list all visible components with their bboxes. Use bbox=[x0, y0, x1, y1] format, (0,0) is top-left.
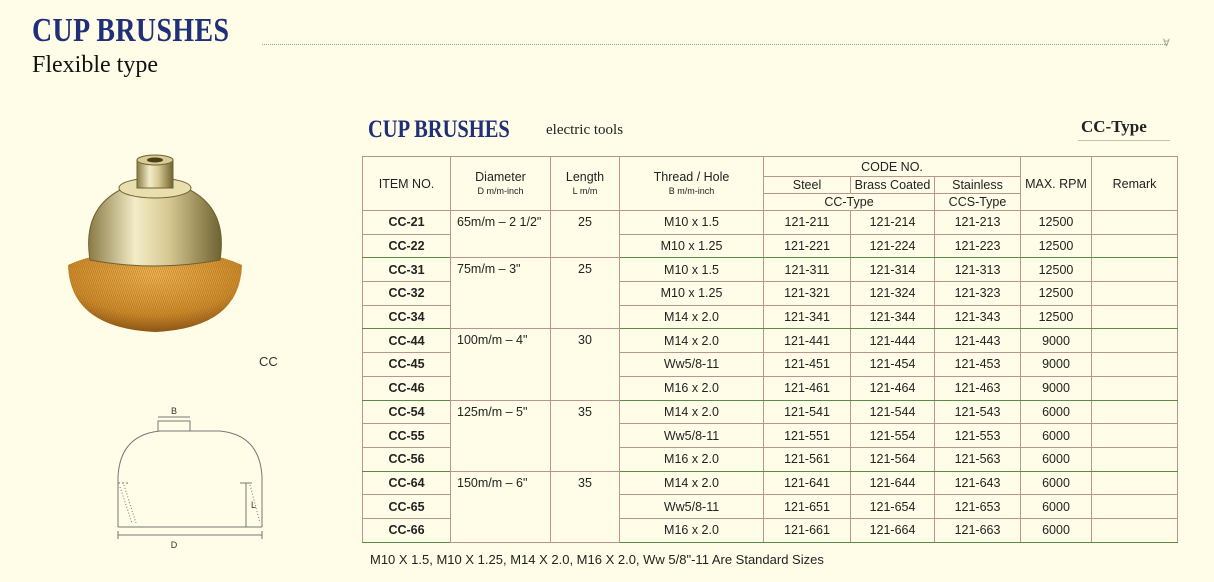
length-cell: 25 bbox=[551, 211, 620, 258]
header-code-no: CODE NO. bbox=[764, 157, 1021, 177]
stainless-code-cell: 121-543 bbox=[935, 400, 1021, 424]
max-rpm-cell: 12500 bbox=[1021, 282, 1092, 306]
stainless-code-cell: 121-313 bbox=[935, 258, 1021, 282]
max-rpm-cell: 6000 bbox=[1021, 400, 1092, 424]
table-row bbox=[363, 400, 1178, 424]
item-no-cell: CC-54 bbox=[363, 400, 451, 424]
remark-cell bbox=[1092, 305, 1178, 329]
dimension-diagram bbox=[110, 405, 270, 550]
item-no-cell: CC-65 bbox=[363, 495, 451, 519]
header-remark: Remark bbox=[1092, 157, 1178, 211]
item-no-cell: CC-31 bbox=[363, 258, 451, 282]
page-title: CUP BRUSHES bbox=[32, 12, 230, 49]
header-diameter bbox=[451, 157, 551, 211]
max-rpm-cell: 9000 bbox=[1021, 376, 1092, 400]
thread-cell: M10 x 1.25 bbox=[620, 234, 764, 258]
max-rpm-cell: 12500 bbox=[1021, 258, 1092, 282]
thread-cell: M14 x 2.0 bbox=[620, 400, 764, 424]
table-body bbox=[363, 211, 1178, 543]
brass-code-cell: 121-344 bbox=[851, 305, 935, 329]
length-cell: 25 bbox=[551, 258, 620, 329]
max-rpm-cell: 6000 bbox=[1021, 518, 1092, 542]
thread-cell: M10 x 1.5 bbox=[620, 211, 764, 235]
header-length bbox=[551, 157, 620, 211]
max-rpm-cell: 12500 bbox=[1021, 234, 1092, 258]
item-no-cell: CC-22 bbox=[363, 234, 451, 258]
divider-end-mark: ∀ bbox=[1163, 38, 1170, 49]
remark-cell bbox=[1092, 234, 1178, 258]
brass-code-cell: 121-664 bbox=[851, 518, 935, 542]
remark-cell bbox=[1092, 282, 1178, 306]
brass-code-cell: 121-454 bbox=[851, 353, 935, 377]
item-no-cell: CC-46 bbox=[363, 376, 451, 400]
diagram-label-b: B bbox=[170, 406, 178, 416]
brass-code-cell: 121-324 bbox=[851, 282, 935, 306]
header-cc-type: CC-Type bbox=[764, 194, 935, 211]
table-row bbox=[363, 471, 1178, 495]
header-thread bbox=[620, 157, 764, 211]
brass-code-cell: 121-654 bbox=[851, 495, 935, 519]
stainless-code-cell: 121-463 bbox=[935, 376, 1021, 400]
steel-code-cell: 121-341 bbox=[764, 305, 851, 329]
item-no-cell: CC-56 bbox=[363, 447, 451, 471]
remark-cell bbox=[1092, 329, 1178, 353]
header-item-no: ITEM NO. bbox=[363, 157, 451, 211]
stainless-code-cell: 121-213 bbox=[935, 211, 1021, 235]
length-cell: 35 bbox=[551, 471, 620, 542]
remark-cell bbox=[1092, 424, 1178, 448]
thread-cell: M10 x 1.25 bbox=[620, 282, 764, 306]
type-label: CC-Type bbox=[1081, 117, 1147, 136]
table-row bbox=[363, 329, 1178, 353]
header-thread-label: Thread / Hole bbox=[653, 169, 730, 184]
max-rpm-cell: 12500 bbox=[1021, 211, 1092, 235]
title-divider bbox=[262, 44, 1167, 45]
cup-brush-photo bbox=[60, 150, 250, 350]
diagram-label-l: L bbox=[251, 500, 257, 510]
remark-cell bbox=[1092, 447, 1178, 471]
thread-cell: Ww5/8-11 bbox=[620, 424, 764, 448]
header-diameter-unit: D m/m-inch bbox=[477, 185, 524, 196]
remark-cell bbox=[1092, 211, 1178, 235]
stainless-code-cell: 121-663 bbox=[935, 518, 1021, 542]
stainless-code-cell: 121-653 bbox=[935, 495, 1021, 519]
item-no-cell: CC-64 bbox=[363, 471, 451, 495]
max-rpm-cell: 12500 bbox=[1021, 305, 1092, 329]
steel-code-cell: 121-641 bbox=[764, 471, 851, 495]
page-subtitle: Flexible type bbox=[32, 52, 158, 78]
steel-code-cell: 121-311 bbox=[764, 258, 851, 282]
thread-cell: M14 x 2.0 bbox=[620, 329, 764, 353]
photo-label: CC bbox=[259, 354, 278, 369]
brass-code-cell: 121-644 bbox=[851, 471, 935, 495]
stainless-code-cell: 121-563 bbox=[935, 447, 1021, 471]
diameter-cell: 125m/m – 5" bbox=[451, 400, 551, 471]
steel-code-cell: 121-551 bbox=[764, 424, 851, 448]
remark-cell bbox=[1092, 400, 1178, 424]
thread-cell: M10 x 1.5 bbox=[620, 258, 764, 282]
remark-cell bbox=[1092, 258, 1178, 282]
thread-cell: Ww5/8-11 bbox=[620, 495, 764, 519]
section-title: CUP BRUSHES bbox=[368, 116, 510, 143]
thread-cell: M16 x 2.0 bbox=[620, 518, 764, 542]
brass-code-cell: 121-544 bbox=[851, 400, 935, 424]
max-rpm-cell: 9000 bbox=[1021, 353, 1092, 377]
stainless-code-cell: 121-323 bbox=[935, 282, 1021, 306]
item-no-cell: CC-44 bbox=[363, 329, 451, 353]
steel-code-cell: 121-541 bbox=[764, 400, 851, 424]
max-rpm-cell: 6000 bbox=[1021, 471, 1092, 495]
steel-code-cell: 121-221 bbox=[764, 234, 851, 258]
item-no-cell: CC-55 bbox=[363, 424, 451, 448]
length-cell: 35 bbox=[551, 400, 620, 471]
thread-cell: M14 x 2.0 bbox=[620, 471, 764, 495]
remark-cell bbox=[1092, 471, 1178, 495]
cup-brush-spec-table bbox=[362, 156, 1178, 543]
brass-code-cell: 121-464 bbox=[851, 376, 935, 400]
footnote: M10 X 1.5, M10 X 1.25, M14 X 2.0, M16 X 2.0, Ww 5/8"-11 Are Standard Sizes bbox=[370, 552, 824, 567]
length-cell: 30 bbox=[551, 329, 620, 400]
max-rpm-cell: 6000 bbox=[1021, 447, 1092, 471]
item-no-cell: CC-45 bbox=[363, 353, 451, 377]
max-rpm-cell: 6000 bbox=[1021, 424, 1092, 448]
stainless-code-cell: 121-453 bbox=[935, 353, 1021, 377]
brass-code-cell: 121-214 bbox=[851, 211, 935, 235]
stainless-code-cell: 121-223 bbox=[935, 234, 1021, 258]
max-rpm-cell: 9000 bbox=[1021, 329, 1092, 353]
max-rpm-cell: 6000 bbox=[1021, 495, 1092, 519]
diameter-cell: 150m/m – 6" bbox=[451, 471, 551, 542]
item-no-cell: CC-34 bbox=[363, 305, 451, 329]
remark-cell bbox=[1092, 518, 1178, 542]
table-row bbox=[363, 211, 1178, 235]
diagram-label-d: D bbox=[170, 540, 178, 550]
type-label-underline bbox=[1078, 140, 1170, 141]
header-max-rpm: MAX. RPM bbox=[1021, 157, 1092, 211]
header-length-label: Length bbox=[565, 169, 605, 184]
header-diameter-label: Diameter bbox=[475, 169, 526, 184]
thread-cell: Ww5/8-11 bbox=[620, 353, 764, 377]
item-no-cell: CC-32 bbox=[363, 282, 451, 306]
steel-code-cell: 121-321 bbox=[764, 282, 851, 306]
header-steel: Steel bbox=[764, 177, 851, 194]
steel-code-cell: 121-441 bbox=[764, 329, 851, 353]
brass-code-cell: 121-444 bbox=[851, 329, 935, 353]
brass-code-cell: 121-224 bbox=[851, 234, 935, 258]
steel-code-cell: 121-451 bbox=[764, 353, 851, 377]
steel-code-cell: 121-661 bbox=[764, 518, 851, 542]
stainless-code-cell: 121-643 bbox=[935, 471, 1021, 495]
brass-code-cell: 121-554 bbox=[851, 424, 935, 448]
item-no-cell: CC-66 bbox=[363, 518, 451, 542]
header-brass: Brass Coated bbox=[851, 177, 935, 194]
steel-code-cell: 121-461 bbox=[764, 376, 851, 400]
stainless-code-cell: 121-553 bbox=[935, 424, 1021, 448]
header-length-unit: L m/m bbox=[572, 185, 598, 196]
remark-cell bbox=[1092, 376, 1178, 400]
thread-cell: M16 x 2.0 bbox=[620, 376, 764, 400]
stainless-code-cell: 121-443 bbox=[935, 329, 1021, 353]
section-subtitle: electric tools bbox=[546, 122, 624, 138]
brass-code-cell: 121-314 bbox=[851, 258, 935, 282]
header-ccs-type: CCS-Type bbox=[935, 194, 1021, 211]
diameter-cell: 75m/m – 3" bbox=[451, 258, 551, 329]
remark-cell bbox=[1092, 353, 1178, 377]
steel-code-cell: 121-651 bbox=[764, 495, 851, 519]
thread-cell: M16 x 2.0 bbox=[620, 447, 764, 471]
steel-code-cell: 121-561 bbox=[764, 447, 851, 471]
diameter-cell: 100m/m – 4" bbox=[451, 329, 551, 400]
stainless-code-cell: 121-343 bbox=[935, 305, 1021, 329]
header-thread-unit: B m/m-inch bbox=[668, 185, 715, 196]
remark-cell bbox=[1092, 495, 1178, 519]
item-no-cell: CC-21 bbox=[363, 211, 451, 235]
diameter-cell: 65m/m – 2 1/2" bbox=[451, 211, 551, 258]
table-row bbox=[363, 258, 1178, 282]
steel-code-cell: 121-211 bbox=[764, 211, 851, 235]
header-stainless: Stainless bbox=[935, 177, 1021, 194]
thread-cell: M14 x 2.0 bbox=[620, 305, 764, 329]
brass-code-cell: 121-564 bbox=[851, 447, 935, 471]
